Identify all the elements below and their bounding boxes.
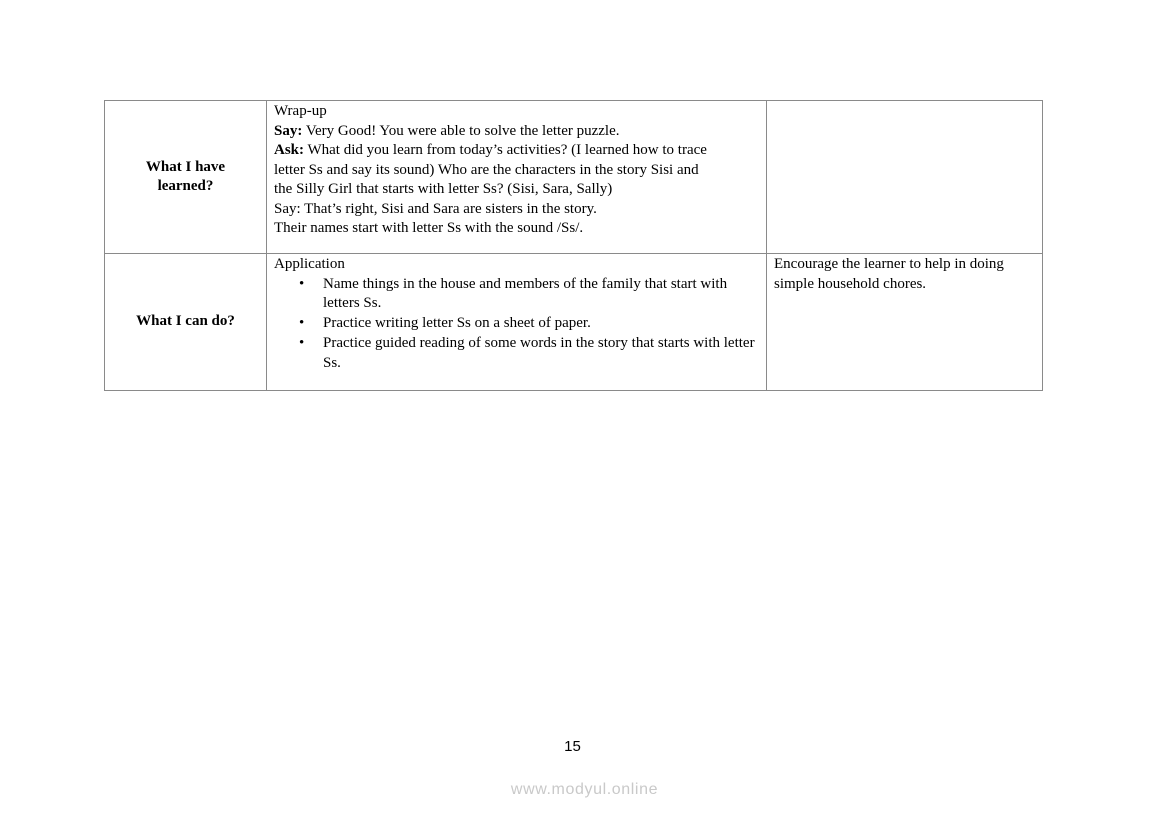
activity-cell (267, 101, 767, 254)
page-number: 15 (564, 738, 581, 755)
bullet-icon: • (299, 335, 305, 351)
line-bold-lead: Ask: (274, 142, 305, 158)
bullet-icon: • (299, 275, 305, 292)
bullet-icon: • (299, 315, 305, 331)
bullet-list (274, 275, 759, 374)
table-row-what-i-have-learned (105, 101, 1043, 254)
note-cell (767, 101, 1043, 254)
note-cell (767, 254, 1043, 391)
line-bold-lead: Say: (274, 122, 303, 139)
row-label-cell (105, 101, 267, 254)
content-line (274, 141, 759, 161)
watermark: www.modyul.online (510, 781, 659, 798)
row-label-cell (105, 254, 267, 391)
lesson-plan-table (104, 100, 1043, 391)
list-item (299, 334, 759, 373)
content-line: Say: That’s right, Sisi and Sara are sisters in the story. (274, 200, 597, 217)
list-item-text: Name things in the house and members of the family that start with letters Ss. (323, 275, 728, 311)
table-row-what-i-can-do (105, 254, 1043, 391)
list-item (299, 314, 759, 334)
list-item-text: Practice writing letter Ss on a sheet of paper. (323, 315, 591, 331)
section-heading: Application (274, 256, 345, 272)
content-line: the Silly Girl that starts with letter Ss? (Sisi, Sara, Sally) (274, 181, 613, 197)
content-line: Their names start with letter Ss with the sound /Ss/. (274, 220, 584, 236)
note-text: Encourage the learner to help in doing simple household chores. (774, 256, 1004, 292)
content-line (274, 122, 759, 142)
list-item-text: Practice guided reading of some words in the story that starts with letter Ss. (323, 335, 755, 371)
section-heading: Wrap-up (274, 103, 327, 119)
activity-cell (267, 254, 767, 391)
line-text: Very Good! You were able to solve the letter puzzle. (302, 122, 620, 139)
row-label: What I have learned? (145, 158, 226, 194)
row-label: What I can do? (136, 313, 235, 330)
content-line: letter Ss and say its sound) Who are the characters in the story Sisi and (274, 161, 699, 178)
list-item (299, 275, 759, 314)
line-text: What did you learn from today’s activities? (I learned how to trace (304, 142, 707, 158)
